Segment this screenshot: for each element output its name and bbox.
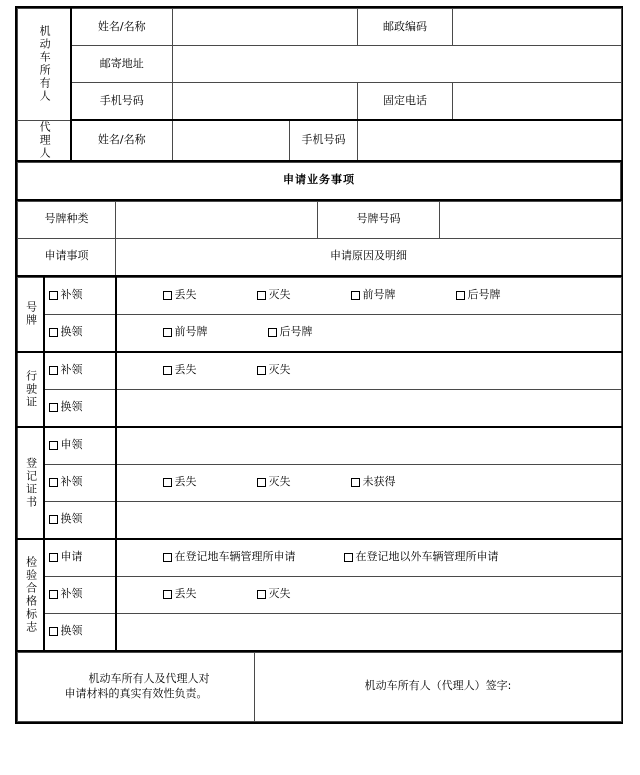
signature-label: 机动车所有人（代理人）签字: [364, 679, 512, 693]
group-vertical-label: 行驶证 [24, 369, 38, 409]
table-row [18, 352, 622, 390]
owner-postcode-input[interactable] [453, 9, 622, 46]
options-checkbox-cell[interactable] [116, 464, 622, 501]
checkbox-icon[interactable] [49, 478, 58, 487]
application-reason-header: 申请原因及明细 [116, 238, 622, 276]
agent-name-input[interactable] [173, 120, 290, 161]
checkbox-label: 灭失 [268, 587, 291, 601]
declaration-table [17, 652, 622, 722]
checkbox-label: 在登记地以外车辆管理所申请 [355, 550, 499, 564]
checkbox-icon[interactable] [163, 366, 172, 375]
checkbox-label: 在登记地车辆管理所申请 [174, 550, 296, 564]
checkbox-icon[interactable] [49, 328, 58, 337]
group-vertical-label: 登记证书 [24, 456, 38, 509]
agent-vertical-label-cell [18, 120, 71, 161]
checkbox-label: 补领 [60, 363, 83, 377]
checkbox-label: 灭失 [268, 288, 291, 302]
checkbox-label: 前号牌 [174, 325, 208, 339]
plate-number-label: 号牌号码 [318, 201, 440, 238]
table-row [18, 389, 622, 427]
owner-vertical-label: 机动车所有人 [38, 25, 52, 104]
options-checkbox-cell[interactable] [116, 389, 622, 427]
checkbox-icon[interactable] [49, 553, 58, 562]
action-checkbox-cell[interactable] [44, 427, 116, 465]
owner-postcode-label: 邮政编码 [358, 9, 453, 46]
checkbox-未获得[interactable] [351, 475, 396, 489]
action-checkbox-cell[interactable] [44, 576, 116, 613]
owner-name-label: 姓名/名称 [71, 9, 173, 46]
options-checkbox-cell[interactable] [116, 501, 622, 539]
checkbox-label: 申请 [60, 550, 83, 564]
checkbox-label: 补领 [60, 475, 83, 489]
checkbox-icon[interactable] [49, 366, 58, 375]
checkbox-icon[interactable] [49, 291, 58, 300]
plate-info-table [17, 201, 622, 277]
checkbox-灭失[interactable] [257, 363, 291, 377]
group-vertical-label-cell [18, 277, 44, 352]
table-row [18, 539, 622, 577]
options-checkbox-cell[interactable] [116, 314, 622, 352]
checkbox-换领[interactable] [49, 400, 83, 414]
checkbox-换领[interactable] [49, 624, 83, 638]
declaration-text-cell [18, 652, 255, 721]
table-row [18, 83, 622, 121]
checkbox-icon[interactable] [49, 403, 58, 412]
checkbox-丢失[interactable] [163, 288, 197, 302]
table-row [18, 9, 622, 46]
table-row [18, 120, 622, 161]
checkbox-label: 申领 [60, 438, 83, 452]
table-row [18, 652, 622, 721]
checkbox-label: 换领 [60, 512, 83, 526]
plate-number-input[interactable] [440, 201, 622, 238]
table-row [18, 277, 622, 314]
application-items-table [17, 277, 622, 652]
options-checkbox-cell[interactable] [116, 576, 622, 613]
action-checkbox-cell[interactable] [44, 314, 116, 352]
plate-type-input[interactable] [116, 201, 318, 238]
checkbox-label: 丢失 [174, 363, 197, 377]
group-vertical-label-cell [18, 352, 44, 427]
checkbox-icon[interactable] [257, 366, 266, 375]
options-checkbox-cell[interactable] [116, 613, 622, 651]
owner-vertical-label-cell [18, 9, 71, 121]
checkbox-灭失[interactable] [257, 288, 291, 302]
owner-name-input[interactable] [173, 9, 358, 46]
table-row [18, 162, 621, 200]
checkbox-label: 换领 [60, 624, 83, 638]
checkbox-label: 补领 [60, 587, 83, 601]
table-row [18, 46, 622, 83]
checkbox-在登记地以外车辆管理所申请[interactable] [344, 550, 499, 564]
action-checkbox-cell[interactable] [44, 539, 116, 577]
checkbox-icon[interactable] [163, 553, 172, 562]
checkbox-label: 灭失 [268, 475, 291, 489]
owner-address-label: 邮寄地址 [71, 46, 173, 83]
checkbox-label: 丢失 [174, 587, 197, 601]
owner-agent-table [17, 8, 622, 162]
table-row [18, 501, 622, 539]
action-checkbox-cell[interactable] [44, 501, 116, 539]
checkbox-补领[interactable] [49, 475, 83, 489]
owner-landline-label: 固定电话 [358, 83, 453, 121]
checkbox-icon[interactable] [351, 478, 360, 487]
checkbox-label: 换领 [60, 400, 83, 414]
checkbox-补领[interactable] [49, 363, 83, 377]
checkbox-icon[interactable] [49, 441, 58, 450]
checkbox-前号牌[interactable] [351, 288, 396, 302]
checkbox-label: 丢失 [174, 475, 197, 489]
checkbox-后号牌[interactable] [268, 325, 313, 339]
action-checkbox-cell[interactable] [44, 613, 116, 651]
agent-name-label: 姓名/名称 [71, 120, 173, 161]
checkbox-label: 未获得 [362, 475, 396, 489]
action-checkbox-cell[interactable] [44, 352, 116, 390]
checkbox-换领[interactable] [49, 512, 83, 526]
application-matter-label: 申请事项 [18, 238, 116, 276]
options-checkbox-cell[interactable] [116, 427, 622, 465]
table-row [18, 201, 622, 238]
checkbox-label: 后号牌 [467, 288, 501, 302]
checkbox-申领[interactable] [49, 438, 83, 452]
checkbox-label: 后号牌 [279, 325, 313, 339]
group-vertical-label: 检验合格标志 [24, 555, 38, 634]
checkbox-灭失[interactable] [257, 475, 291, 489]
declaration-line-2: 申请材料的真实有效性负责。 [64, 686, 208, 700]
owner-mobile-label: 手机号码 [71, 83, 173, 121]
declaration-line-1: 机动车所有人及代理人对 [88, 672, 210, 686]
checkbox-label: 换领 [60, 325, 83, 339]
checkbox-补领[interactable] [49, 288, 83, 302]
checkbox-icon[interactable] [163, 328, 172, 337]
checkbox-icon[interactable] [49, 627, 58, 636]
agent-mobile-input[interactable] [358, 120, 622, 161]
checkbox-label: 丢失 [174, 288, 197, 302]
checkbox-label: 灭失 [268, 363, 291, 377]
business-title-table [17, 162, 621, 201]
checkbox-icon[interactable] [351, 291, 360, 300]
checkbox-申请[interactable] [49, 550, 83, 564]
checkbox-icon[interactable] [257, 291, 266, 300]
action-checkbox-cell[interactable] [44, 277, 116, 314]
table-row [18, 314, 622, 352]
table-row [18, 613, 622, 651]
options-checkbox-cell[interactable] [116, 539, 622, 577]
checkbox-丢失[interactable] [163, 475, 197, 489]
checkbox-前号牌[interactable] [163, 325, 208, 339]
checkbox-label: 前号牌 [362, 288, 396, 302]
signature-cell[interactable] [255, 652, 622, 721]
checkbox-icon[interactable] [257, 590, 266, 599]
checkbox-icon[interactable] [49, 515, 58, 524]
table-row [18, 464, 622, 501]
checkbox-后号牌[interactable] [456, 288, 501, 302]
options-checkbox-cell[interactable] [116, 352, 622, 390]
checkbox-icon[interactable] [163, 291, 172, 300]
checkbox-icon[interactable] [456, 291, 465, 300]
options-checkbox-cell[interactable] [116, 277, 622, 314]
group-vertical-label-cell [18, 539, 44, 651]
action-checkbox-cell[interactable] [44, 464, 116, 501]
checkbox-灭失[interactable] [257, 587, 291, 601]
group-vertical-label: 号牌 [24, 301, 38, 327]
checkbox-label: 补领 [60, 288, 83, 302]
checkbox-在登记地车辆管理所申请[interactable] [163, 550, 296, 564]
checkbox-icon[interactable] [268, 328, 277, 337]
owner-mobile-input[interactable] [173, 83, 358, 121]
checkbox-icon[interactable] [163, 478, 172, 487]
checkbox-icon[interactable] [257, 478, 266, 487]
agent-mobile-label: 手机号码 [290, 120, 358, 161]
table-row [18, 427, 622, 465]
checkbox-丢失[interactable] [163, 363, 197, 377]
checkbox-丢失[interactable] [163, 587, 197, 601]
agent-vertical-label: 代理人 [38, 120, 52, 160]
table-row [18, 576, 622, 613]
checkbox-icon[interactable] [344, 553, 353, 562]
checkbox-icon[interactable] [49, 590, 58, 599]
checkbox-换领[interactable] [49, 325, 83, 339]
table-row [18, 238, 622, 276]
checkbox-icon[interactable] [163, 590, 172, 599]
business-section-title: 申请业务事项 [18, 162, 621, 200]
owner-landline-input[interactable] [453, 83, 622, 121]
checkbox-补领[interactable] [49, 587, 83, 601]
plate-type-label: 号牌种类 [18, 201, 116, 238]
group-vertical-label-cell [18, 427, 44, 539]
action-checkbox-cell[interactable] [44, 389, 116, 427]
vehicle-registration-form [15, 6, 623, 724]
owner-address-input[interactable] [173, 46, 622, 83]
